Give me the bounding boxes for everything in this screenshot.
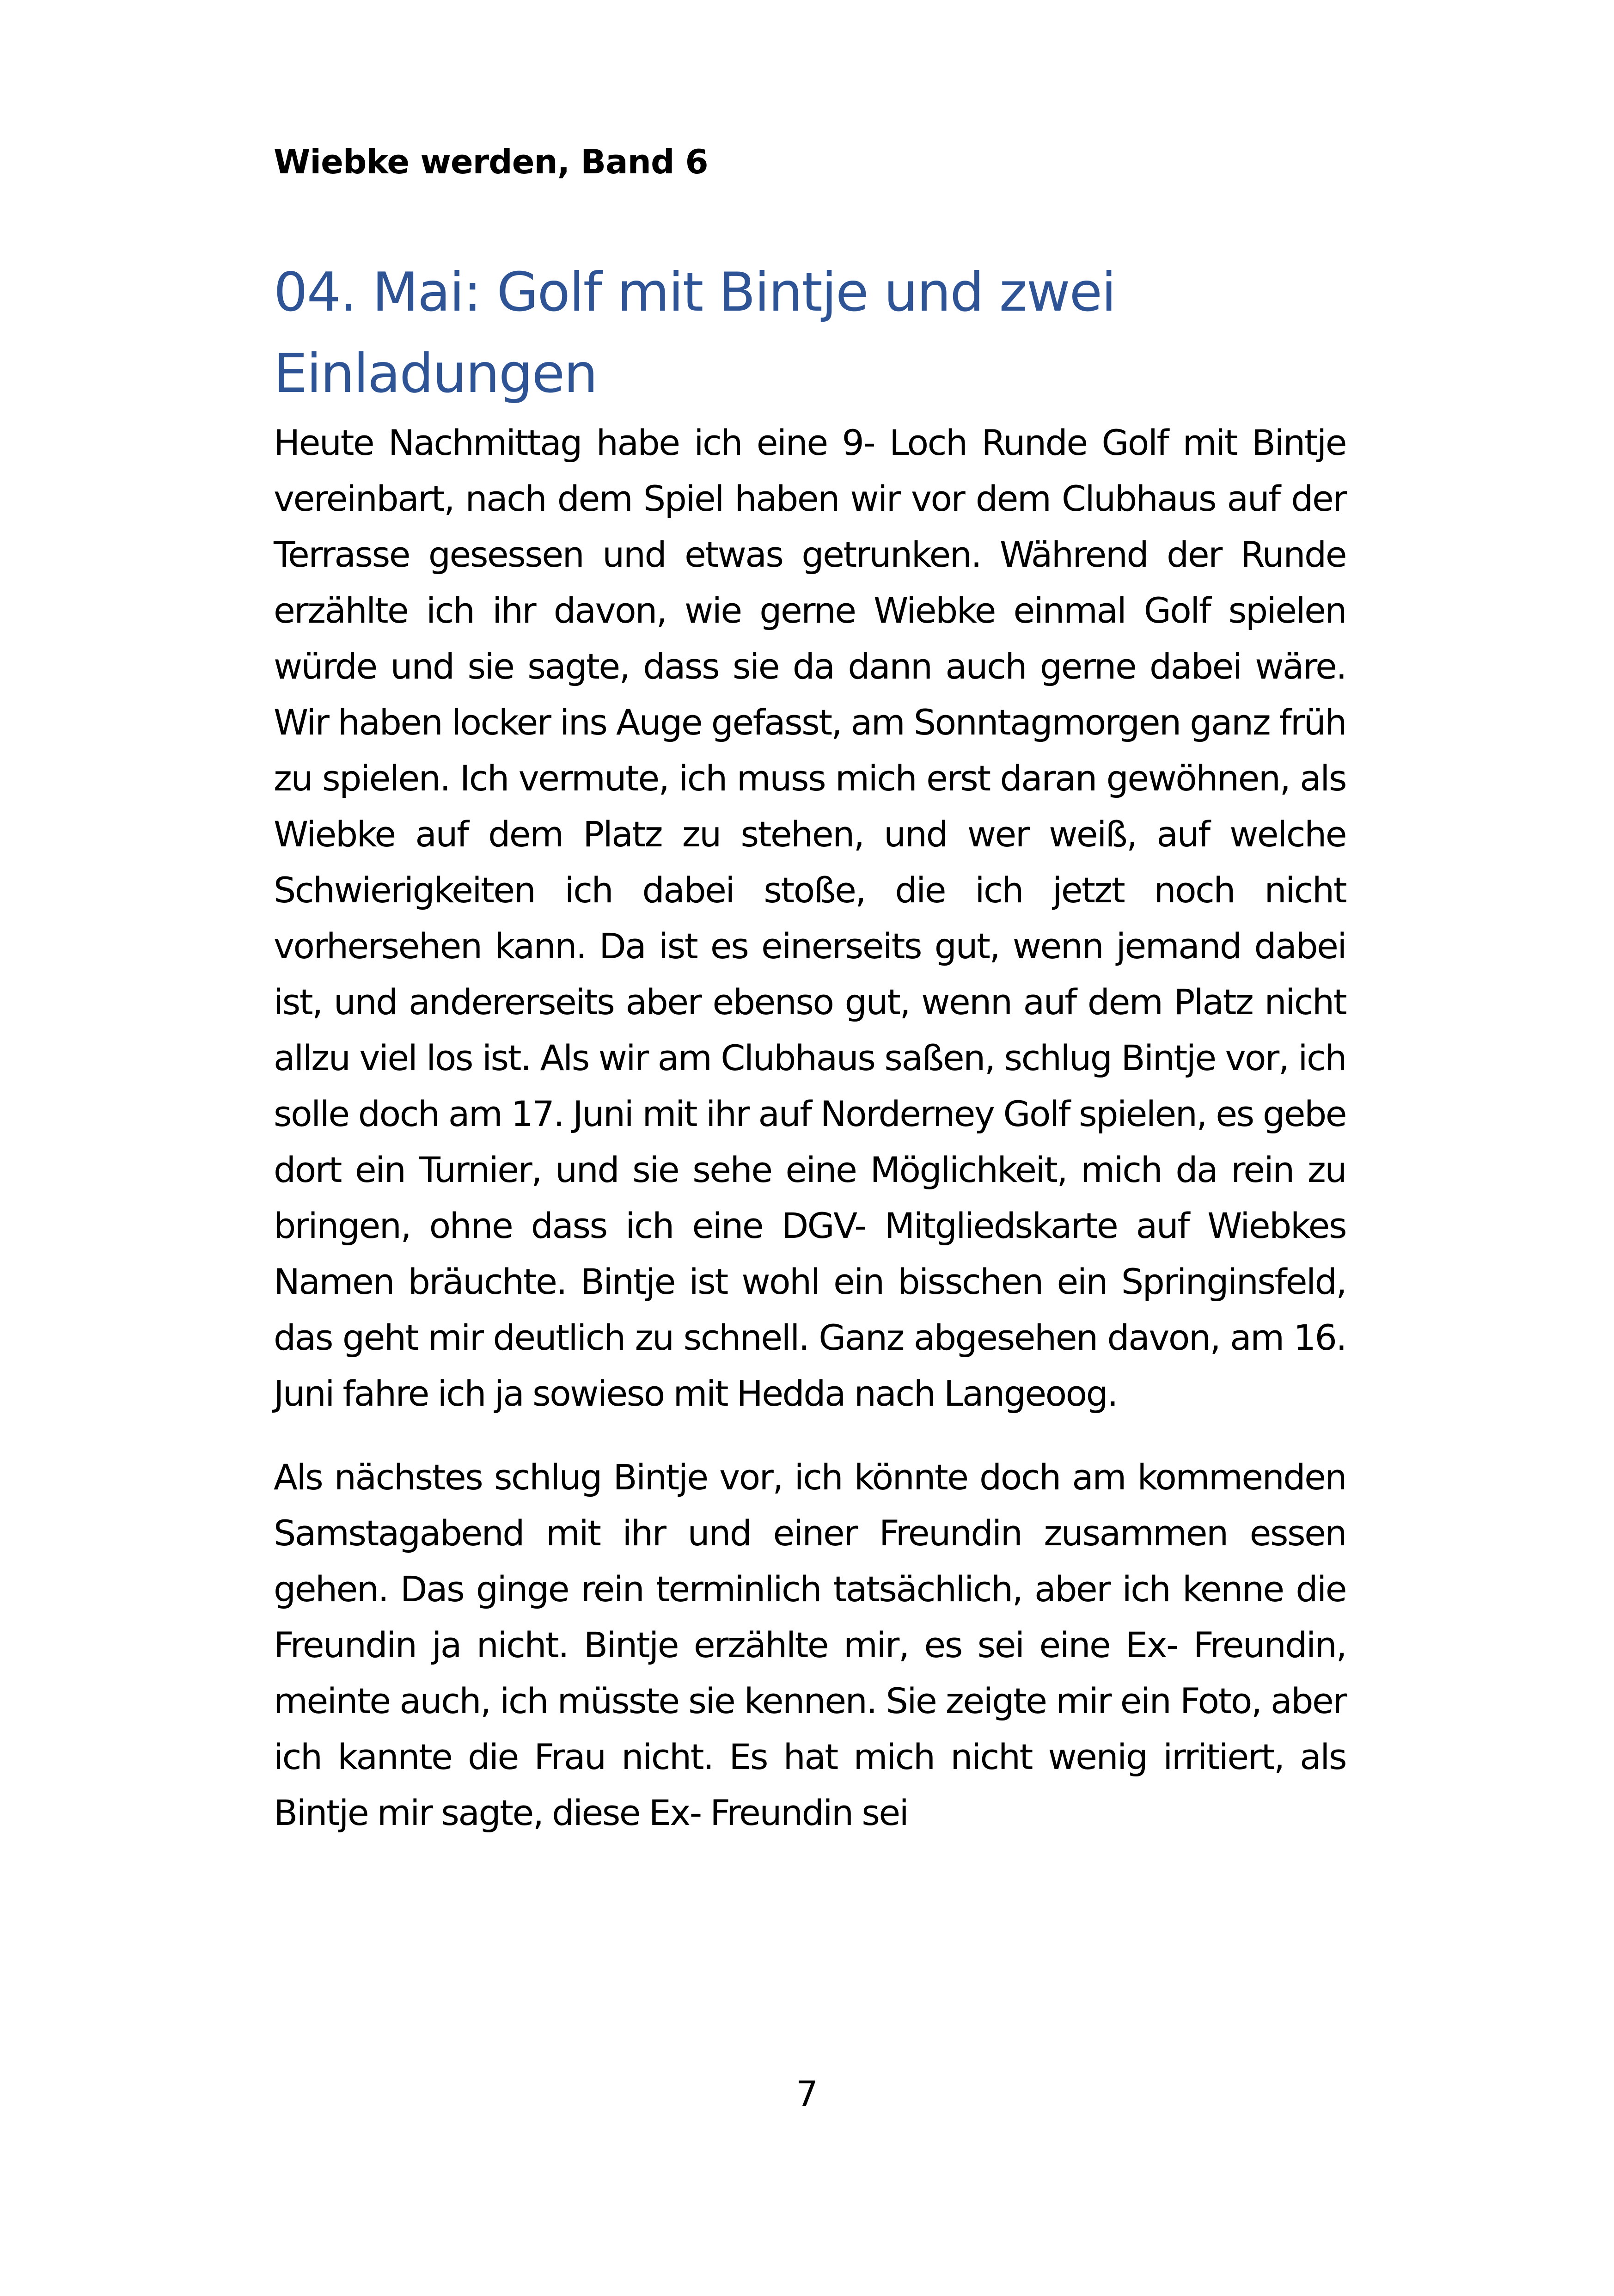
- chapter-title: 04. Mai: Golf mit Bintje und zwei Einladungen: [274, 261, 1116, 405]
- body-paragraph-2: Als nächstes schlug Bintje vor, ich könnte doch am kommenden Samstagabend mit ihr und einer Freundin zusammen essen gehen. Das ginge rein terminlich tatsächlich, aber ich kenne die Freundin ja nicht. Bintje erzählte mir, es sei eine Ex- Freundin, meinte auch, ich müsste sie kennen. Sie zeigte mir ein Foto, aber ich kannte die Frau nicht. Es hat mich nicht wenig irritiert, als Bintje mir sagte, diese Ex- Freundin sei: [274, 1457, 1346, 1833]
- body-paragraph-1: Heute Nachmittag habe ich eine 9- Loch Runde Golf mit Bintje vereinbart, nach dem Spiel haben wir vor dem Clubhaus auf der Terrasse gesessen und etwas getrunken. Während der Runde erzählte ich ihr davon, wie gerne Wiebke einmal Golf spielen würde und sie sagte, dass sie da dann auch gerne dabei wäre. Wir haben locker ins Auge gefasst, am Sonntagmorgen ganz früh zu spielen. Ich vermute, ich muss mich erst daran gewöhnen, als Wiebke auf dem Platz zu stehen, und wer weiß, auf welche Schwierigkeiten ich dabei stoße, die ich jetzt noch nicht vorhersehen kann. Da ist es einerseits gut, wenn jemand dabei ist, und andererseits aber ebenso gut, wenn auf dem Platz nicht allzu viel los ist. Als wir am Clubhaus saßen, schlug Bintje vor, ich solle doch am 17. Juni mit ihr auf Norderney Golf spielen, es gebe dort ein Turnier, und sie sehe eine Möglichkeit, mich da rein zu bringen, ohne dass ich eine DGV- Mitgliedskarte auf Wiebkes Namen bräuchte. Bintje ist wohl ein bisschen ein Springinsfeld, das geht mir deutlich zu schnell. Ganz abgesehen davon, am 16. Juni fahre ich ja sowieso mit Hedda nach Langeoog.: [274, 422, 1346, 1414]
- page-content: [274, 139, 1346, 1841]
- page-number: 7: [795, 2073, 819, 2114]
- running-header: Wiebke werden, Band 6: [274, 142, 708, 181]
